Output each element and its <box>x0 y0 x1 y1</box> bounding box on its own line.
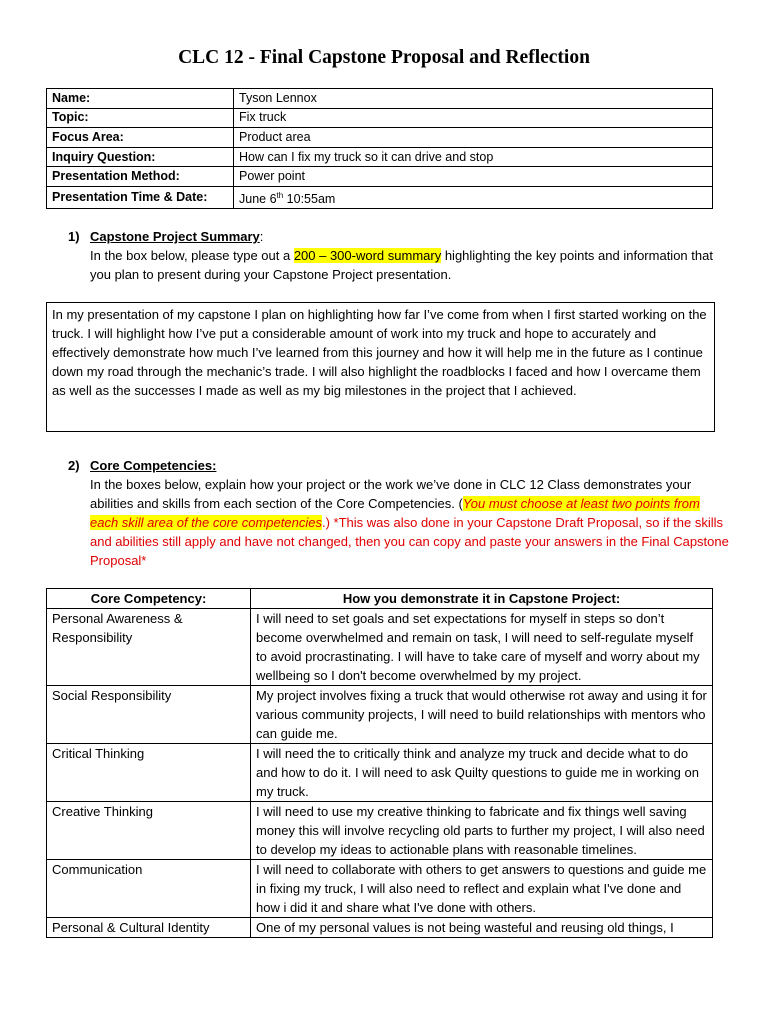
date-ordinal: th <box>276 190 284 200</box>
instruction-text: In the boxes below, explain how your project or the work we’ve done in CLC 12 Class demonstrates your abilities and skills from each section of the Core Competencies. ( <box>90 477 692 511</box>
info-label: Inquiry Question: <box>47 147 234 167</box>
section-2-instructions <box>90 475 730 570</box>
instruction-text: .) <box>321 515 330 530</box>
table-row <box>47 744 713 802</box>
answer-cell: I will need the to critically think and analyze my truck and decide what to do and how to do it. I will need to ask Quilty questions to guide me in working on my truck. <box>251 744 713 802</box>
answer-cell: One of my personal values is not being wasteful and reusing old things, I <box>251 918 713 938</box>
table-row <box>47 802 713 860</box>
info-value: Product area <box>234 128 713 148</box>
core-competencies-table <box>46 588 713 938</box>
table-row <box>47 686 713 744</box>
table-row <box>47 860 713 918</box>
info-value: Fix truck <box>234 108 713 128</box>
section-2-heading <box>68 456 216 475</box>
date-text: June 6 <box>239 192 277 207</box>
info-row-topic <box>47 108 713 128</box>
competency-cell: Critical Thinking <box>47 744 251 802</box>
answer-cell: My project involves fixing a truck that would otherwise rot away and using it for various community projects, I will need to build relationships with mentors who can guide me. <box>251 686 713 744</box>
info-row-focus-area <box>47 128 713 148</box>
section-title-colon: : <box>259 229 264 244</box>
info-row-presentation-method <box>47 167 713 187</box>
time-text: 10:55am <box>283 192 336 207</box>
section-1-instructions <box>90 246 730 284</box>
info-row-inquiry-question <box>47 147 713 167</box>
section-1-heading <box>68 227 263 246</box>
info-table <box>46 88 713 209</box>
competency-cell: Creative Thinking <box>47 802 251 860</box>
page-title: CLC 12 - Final Capstone Proposal and Reflection <box>178 47 590 68</box>
info-label: Topic: <box>47 108 234 128</box>
instruction-text: highlighting the key points and information that you plan to present during your Capstone Project presentation. <box>90 248 713 282</box>
info-label: Presentation Method: <box>47 167 234 187</box>
answer-cell: I will need to collaborate with others to get answers to questions and guide me in fixing my truck, I will also need to reflect and explain what I've done and how i did it and share what I've done with others. <box>251 860 713 918</box>
instruction-text: In the box below, please type out a <box>90 248 294 263</box>
column-header: How you demonstrate it in Capstone Project: <box>251 589 713 609</box>
competency-cell: Social Responsibility <box>47 686 251 744</box>
highlighted-requirement: You must choose at least two points from each skill area of the core competencies <box>90 496 700 530</box>
section-number: 2) <box>68 458 80 473</box>
answer-cell: I will need to set goals and set expectations for myself in steps so don’t become overwhelmed and remain on task, I will need to self-regulate myself to avoid procrastinating. I will have to take care of myself and worry about my wellbeing so I don't become overwhelmed by my project. <box>251 609 713 686</box>
info-row-name <box>47 89 713 109</box>
section-number: 1) <box>68 229 80 244</box>
summary-answer-box: In my presentation of my capstone I plan on highlighting how far I’ve come from when I first started working on the truck. I will highlight how I’ve put a considerable amount of work into my truck and hope to accurately and effectively demonstrate how much I’ve learned from this journey and how it will help me in the future as I continue down my road through the mechanic’s trade. I will also highlight the roadblocks I faced and how I overcame them as well as the successes I made as well as my big milestones in the project that I achieved. <box>46 302 715 432</box>
competency-cell: Communication <box>47 860 251 918</box>
info-label: Focus Area: <box>47 128 234 148</box>
competency-cell: Personal Awareness & Responsibility <box>47 609 251 686</box>
info-value: Tyson Lennox <box>234 89 713 109</box>
info-value: How can I fix my truck so it can drive and stop <box>234 147 713 167</box>
table-header-row <box>47 589 713 609</box>
competency-cell: Personal & Cultural Identity <box>47 918 251 938</box>
info-row-presentation-time-date <box>47 186 713 208</box>
info-label: Name: <box>47 89 234 109</box>
column-header: Core Competency: <box>47 589 251 609</box>
info-value <box>234 186 713 208</box>
section-title: Capstone Project Summary <box>90 229 260 244</box>
answer-cell: I will need to use my creative thinking to fabricate and fix things well saving money this will involve recycling old parts to further my project, I will also need to develop my ideas to actionable plans with reasonable timelines. <box>251 802 713 860</box>
red-note: *This was also done in your Capstone Draft Proposal, so if the skills and abilities still apply and have not changed, then you can copy and paste your answers in the Final Capstone Proposal* <box>90 515 729 568</box>
info-label: Presentation Time & Date: <box>47 186 234 208</box>
highlighted-word-count: 200 – 300-word summary <box>293 248 442 263</box>
section-title: Core Competencies: <box>90 458 217 473</box>
info-value: Power point <box>234 167 713 187</box>
table-row <box>47 609 713 686</box>
table-row <box>47 918 713 938</box>
